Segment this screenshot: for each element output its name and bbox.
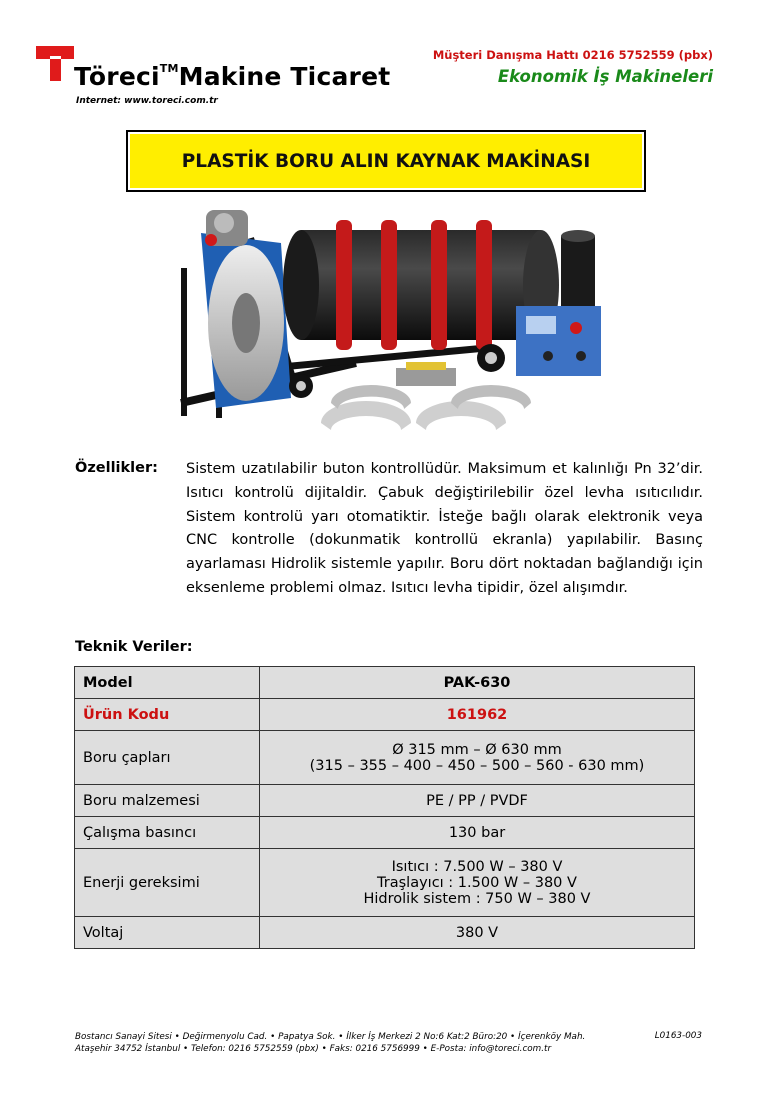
customer-hotline: Müşteri Danışma Hattı 0216 5752559 (pbx) xyxy=(432,48,713,62)
spec-value-line: Ø 315 mm – Ø 630 mm xyxy=(392,741,562,758)
internet-address: Internet: www.toreci.com.tr xyxy=(76,96,218,106)
spec-value xyxy=(260,849,695,917)
table-row xyxy=(75,849,695,917)
spec-label: Enerji gereksimi xyxy=(75,849,260,917)
document-title-box xyxy=(126,130,646,192)
spec-value xyxy=(260,699,695,731)
spec-value-line: PAK-630 xyxy=(443,674,511,691)
table-row xyxy=(75,785,695,817)
spec-label: Voltaj xyxy=(75,917,260,949)
table-row xyxy=(75,817,695,849)
spec-value xyxy=(260,731,695,785)
features-label: Özellikler: xyxy=(75,460,158,476)
features-text: Sistem uzatılabilir buton kontrollüdür. Maksimum et kalınlığı Pn 32’dir. Isıtıcı kontrolü dijitaldir. Çabuk değiştirilebilir özel levha ısıtıcılıdır. Sistem kontrolü yarı otomatiktir. İsteğe bağlı olarak elektronik veya CNC kontrolle (dokunmatik kontrollü ekranla) yapılabilir. Basınç ayarlaması Hidrolik sistemle yapılır. Boru dört noktadan bağlandığı için eksenleme problemi olmaz. Isıtıcı levha tipidir, özel alışımdır. xyxy=(186,461,703,596)
spec-value-line: Traşlayıcı : 1.500 W – 380 V xyxy=(377,874,577,891)
spec-value-line: Isıtıcı : 7.500 W – 380 V xyxy=(391,858,563,875)
table-row xyxy=(75,917,695,949)
spec-value-line: 380 V xyxy=(455,924,499,941)
tech-data-table xyxy=(74,666,695,949)
spec-value xyxy=(260,917,695,949)
toreci-logo-icon xyxy=(36,45,76,85)
table-row xyxy=(75,731,695,785)
spec-label: Ürün Kodu xyxy=(75,699,260,731)
spec-value xyxy=(260,667,695,699)
spec-value-line: (315 – 355 – 400 – 450 – 500 – 560 - 630 mm) xyxy=(309,757,645,774)
product-image xyxy=(156,198,622,448)
spec-value-line: 130 bar xyxy=(448,824,506,841)
company-name: Töreci™Makine Ticaret xyxy=(74,61,391,91)
spec-value-line: 161962 xyxy=(446,706,508,723)
footer-line: Bostancı Sanayi Sitesi • Değirmenyolu Cad. • Papatya Sok. • İlker İş Merkezi 2 No:6 Kat:2 Büro:20 • İçerenköy Mah. xyxy=(75,1032,586,1042)
spec-value xyxy=(260,785,695,817)
document-title: PLASTİK BORU ALIN KAYNAK MAKİNASI xyxy=(181,150,591,172)
table-row xyxy=(75,667,695,699)
spec-label: Boru çapları xyxy=(75,731,260,785)
spec-value-line: Hidrolik sistem : 750 W – 380 V xyxy=(363,890,591,907)
slogan: Ekonomik İş Makineleri xyxy=(497,67,713,86)
footer-address xyxy=(75,1031,705,1055)
spec-value-line: PE / PP / PVDF xyxy=(426,792,528,809)
spec-value xyxy=(260,817,695,849)
footer-line: Ataşehir 34752 İstanbul • Telefon: 0216 5752559 (pbx) • Faks: 0216 5756999 • E-Posta: info@toreci.com.tr xyxy=(75,1044,552,1054)
spec-label: Boru malzemesi xyxy=(75,785,260,817)
spec-label: Çalışma basıncı xyxy=(75,817,260,849)
spec-label: Model xyxy=(75,667,260,699)
table-row xyxy=(75,699,695,731)
document-code: L0163-003 xyxy=(654,1031,702,1041)
tech-data-label: Teknik Veriler: xyxy=(75,639,193,655)
